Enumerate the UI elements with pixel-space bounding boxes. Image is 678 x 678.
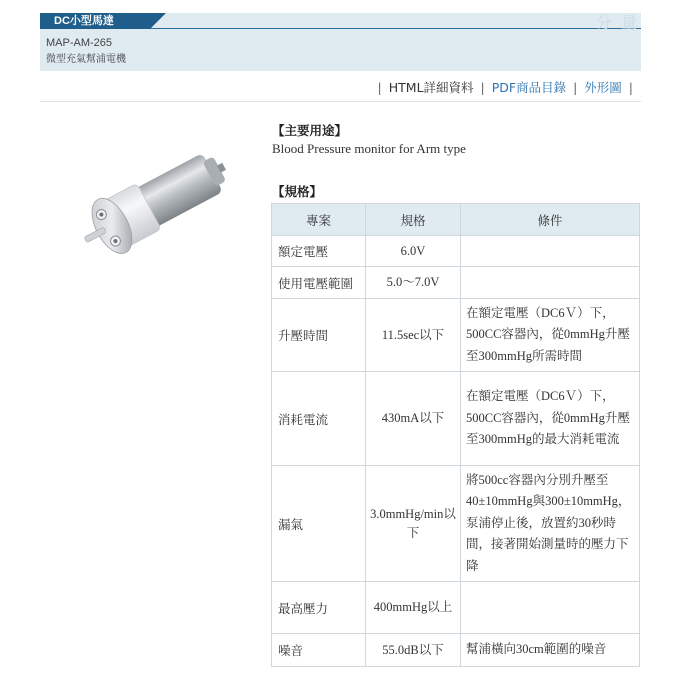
spec-item: 使用電壓範圍	[272, 267, 366, 299]
column-header-item: 專案	[272, 204, 366, 236]
product-image	[72, 142, 242, 262]
category-tab-corner	[150, 13, 166, 29]
table-row	[272, 466, 640, 582]
spec-condition	[461, 236, 640, 267]
spec-item: 升壓時間	[272, 299, 366, 372]
link-separator: |	[573, 80, 578, 95]
spec-item: 最高壓力	[272, 582, 366, 634]
model-number: MAP-AM-265	[46, 37, 113, 49]
spec-value: 11.5sec以下	[366, 299, 461, 372]
specs-title: 【規格】	[272, 184, 323, 199]
spec-condition: 在額定電壓（DC6Ｖ）下，500CC容器內，從0mmHg升壓至300mmHg的最大消耗電流	[461, 372, 640, 466]
spec-item: 噪音	[272, 634, 366, 667]
model-description: 微型充氣幫浦電機	[46, 54, 126, 65]
table-row	[272, 299, 640, 372]
table-row	[272, 236, 640, 267]
spec-condition	[461, 582, 640, 634]
spec-item: 消耗電流	[272, 372, 366, 466]
link-separator: |	[628, 80, 633, 95]
spec-item: 漏氣	[272, 466, 366, 582]
link-separator: |	[480, 80, 485, 95]
watermark-text: 分 量	[595, 13, 639, 32]
spec-value: 55.0dB以下	[366, 634, 461, 667]
product-header	[40, 13, 641, 71]
table-row	[272, 634, 640, 667]
spec-value: 400mmHg以上	[366, 582, 461, 634]
spec-table	[271, 203, 640, 667]
category-tab[interactable]: DC小型馬達	[40, 13, 150, 29]
column-header-condition: 條件	[461, 204, 640, 236]
link-separator: |	[377, 80, 382, 95]
table-row	[272, 372, 640, 466]
column-header-spec: 規格	[366, 204, 461, 236]
spec-value: 6.0V	[366, 236, 461, 267]
usage-title: 【主要用途】	[272, 123, 348, 138]
table-row	[272, 267, 640, 299]
spec-condition: 幫浦橫向30cm範圍的噪音	[461, 634, 640, 667]
spec-value: 430mA以下	[366, 372, 461, 466]
section-divider	[40, 101, 641, 102]
spec-item: 額定電壓	[272, 236, 366, 267]
spec-value: 3.0mmHg/min以下	[366, 466, 461, 582]
html-details-link[interactable]: HTML詳細資料	[388, 80, 474, 95]
spec-condition	[461, 267, 640, 299]
spec-condition: 在額定電壓（DC6Ｖ）下，500CC容器內，從0mmHg升壓至300mmHg所需時間	[461, 299, 640, 372]
spec-condition: 將500cc容器內分別升壓至40±10mmHg與300±10mmHg，泵浦停止後，放置約30秒時間，接著開始測量時的壓力下降	[461, 466, 640, 582]
spec-table-header	[272, 204, 640, 236]
usage-text: Blood Pressure monitor for Arm type	[272, 141, 466, 156]
spec-value: 5.0〜7.0V	[366, 267, 461, 299]
document-links	[375, 78, 636, 96]
table-row	[272, 582, 640, 634]
outline-drawing-link[interactable]: 外形圖	[584, 80, 622, 95]
pdf-catalog-link[interactable]: PDF商品目錄	[491, 80, 567, 95]
